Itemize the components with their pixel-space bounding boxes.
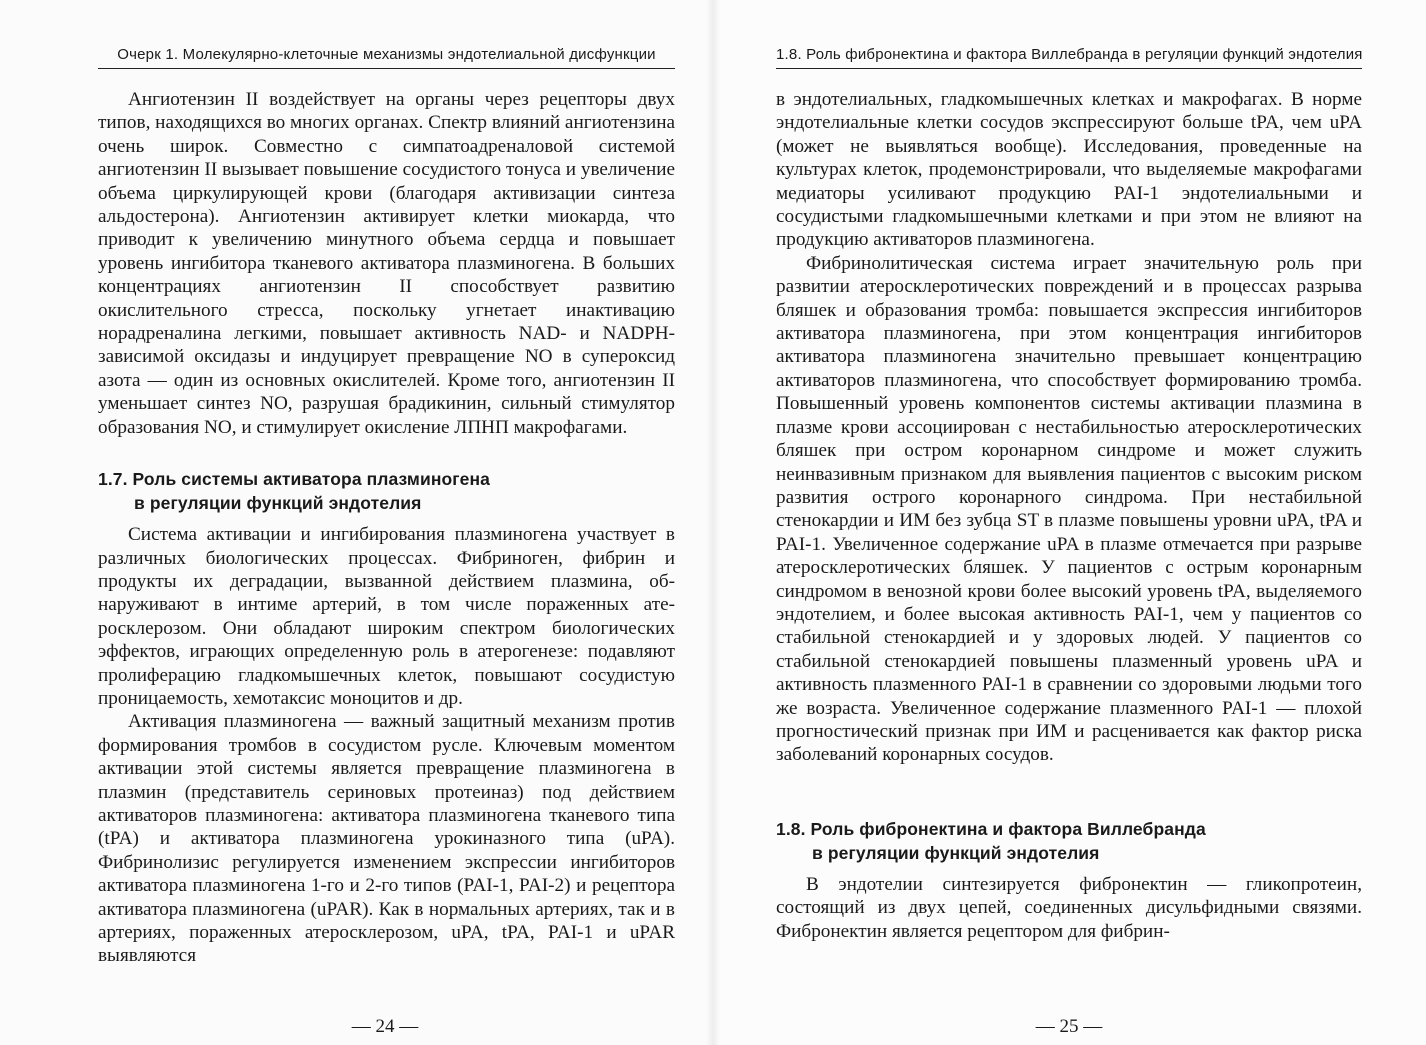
section-heading-line2: в регуляции функций эндотелия <box>134 493 422 514</box>
right-page <box>713 0 1426 1045</box>
running-head-left: Очерк 1. Молекулярно-клеточные механизмы эндотелиальной дисфункции <box>98 44 675 69</box>
paragraph: Система активации и ингибирования плазминогена участвует в различных биологических процессах. Фибриноген, фибрин и продукты их деградации, вызванной действием плазмина, обнаруживают в интиме артерий, в том числе пораженных атеросклерозом. Они обладают широким спектром биологических эффектов, играющих определенную роль в атерогенезе: подавляют пролиферацию гладкомышечных клеток, повышают сосудистую проницаемость, хемотаксис моноцитов и др. <box>98 524 675 709</box>
right-page-body <box>776 88 1362 943</box>
section-heading-1-7 <box>98 467 675 515</box>
paragraph: в эндотелиальных, гладкомышечных клетках и макрофагах. В норме эндотелиальные клетки сосудов экспрессируют больше tPA, чем uPA (может не выявляться вообще). Исследования, проведенные на культурах клеток, продемонстрировали, что выделяемые макрофагами медиаторы усиливают продукцию PAI-1 эндотелиальными и сосудистыми гладкомышечными клетками и при этом не влияют на продукцию активаторов плазминогена. <box>776 89 1362 251</box>
section-heading-line1: 1.7. Роль системы активатора плазминогена <box>98 469 491 490</box>
paragraph: Фибринолитическая система играет значительную роль при развитии атеросклеротических повреждений и в процессах разрыва бляшек и образования тромба: повышается экспрессия ингибиторов активатора плазминогена, при этом концентрация ингибиторов активатора плазминогена значительно превышает концентрацию активаторов плазминогена, что способствует формированию тромба. Повышенный уровень компонентов системы активации плазмина в плазме крови ассоциирован с нестабильностью атеросклеротических бляшек при остром коронарном синдроме и может служить неинвазивным признаком для выявления пациентов с высоким риском развития острого коронарного синдрома. При нестабильной стенокардии и ИМ без зубца ST в плазме повышены уровни uPA, tPA и PAI-1. Увеличенное содержание uPA в плазме отмечается при разрыве атеросклеротических бляшек. У пациентов с острым коронарным синдромом в венозной крови более высокий уровень tPA, выделяемого эндотелием, и более высокая активность PAI-1, чем у пациентов со стабильной стенокардией и у здоровых людей. У пациентов со стабильной стенокардией повышены плазменный уровень uPA и активность плазменного PAI-1 в сравнении со здоровыми людьми того же возраста. Увеличенное содержание плазменного PAI-1 — плохой прогностический признак при ИМ и расценивается как фактор риска заболеваний коронарных сосудов. <box>776 252 1362 766</box>
section-heading-line1: 1.8. Роль фибронектина и фактора Виллебранда <box>776 818 1206 839</box>
left-page-body <box>98 88 675 968</box>
running-head-right: 1.8. Роль фибронектина и фактора Виллебранда в регуляции функций эндотелия <box>776 44 1362 69</box>
page-number-left: — 24 — <box>351 1016 419 1037</box>
paragraph: Ангиотензин II воздействует на органы через рецепторы двух типов, находящихся во многих органах. Спектр влияний ангиотензина очень широк. Совместно с симпатоадреналовой системой ангиотензин II вызывает повышение сосудистого тонуса и увеличение объема циркулирующей крови (благодаря активизации синтеза альдостерона). Ангиотензин активирует клетки миокарда, что приводит к увеличению минутного объема сердца и повышает уровень ингибитора тканевого активатора плазминогена. В больших концентрациях ангиотензин II способствует развитию окислительного стресса, поскольку угнетает инактивацию норадреналина легкими, повышает активность NAD- и NADPH-зависимой оксидазы и индуцирует превращение NO в супероксид азота — один из основных окислителей. Кроме того, ангиотензин II уменьшает синтез NO, разрушая брадикинин, сильный стимулятор образования NO, и стимулирует окисление ЛПНП макрофагами. <box>98 89 675 438</box>
section-heading-line2: в регуляции функций эндотелия <box>812 842 1100 863</box>
section-heading-1-8 <box>776 817 1362 865</box>
page-number-right: — 25 — <box>1035 1016 1103 1037</box>
paragraph: В эндотелии синтезируется фибронектин — гликопротеин, состоящий из двух цепей, соединенных дисульфидными связями. Фибронектин является рецептором для фибрин- <box>776 873 1362 942</box>
paragraph: Активация плазминогена — важный защитный механизм против формирования тромбов в сосудистом русле. Ключевым моментом активации этой системы является превращение плазминогена в плазмин (представитель сериновых протеиназ) под действием активаторов плазминогена: активатора плазминогена тканевого типа (tPA) и активатора плазминогена урокиназного типа (uPA). Фибринолизис регулируется изменением экспрессии ингибиторов активатора плазминогена 1-го и 2-го типов (PAI-1, PAI-2) и рецептора активатора плазминогена (uPAR). Как в нормальных артериях, так и в артериях, пораженных атеросклерозом, uPA, tPA, PAI-1 и uPAR выявляются <box>98 711 675 967</box>
book-gutter <box>706 0 720 1045</box>
